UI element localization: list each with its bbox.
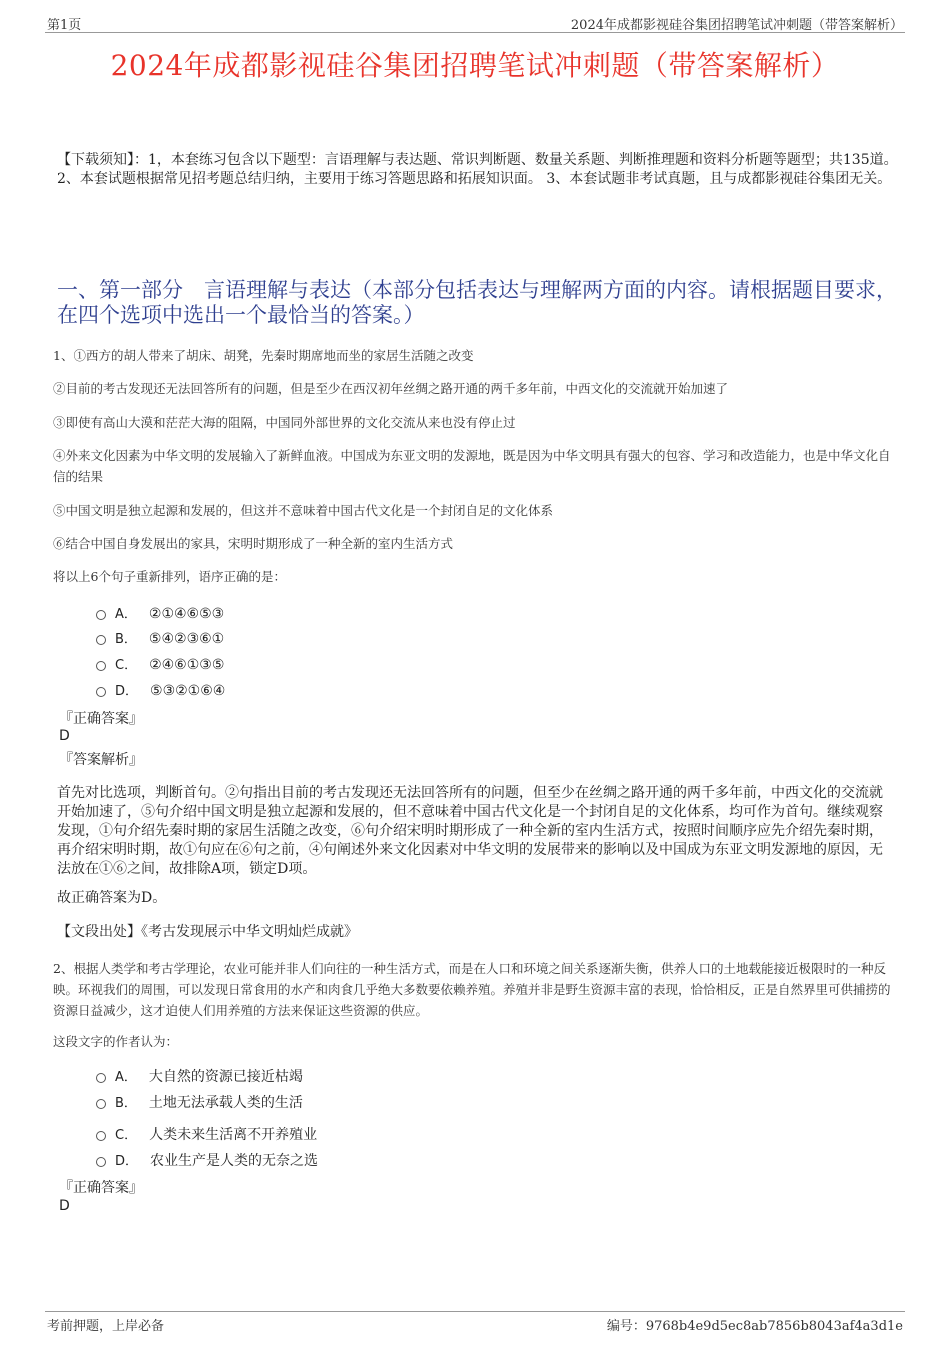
q1-option-a[interactable] xyxy=(96,604,224,624)
q1-question: 将以上6个句子重新排列，语序正确的是： xyxy=(53,569,286,584)
option-text: ⑤③②①⑥④ xyxy=(150,683,226,699)
page-number: 第1页 xyxy=(47,18,82,33)
q1-source: 【文段出处】《考古发现展示中华文明灿烂成就》 xyxy=(57,924,358,940)
q2-option-a[interactable] xyxy=(96,1067,303,1087)
q2-option-c[interactable] xyxy=(96,1125,317,1145)
q1-option-d[interactable] xyxy=(96,681,225,701)
q1-analysis: 首先对比选项，判断首句。②句指出目前的考古发现还无法回答所有的问题，但至少在丝绸之路开通的两千多年前，中西文化的交流就开始加速了，⑤句介绍中国文明是独立起源和发展的，但不意味着中国古代文化是一个封闭自足的文化体系，均可作为首句。继续观察发现，①句介绍先秦时期的家居生活随之改变，⑥句介绍宋明时期形成了一种全新的室内生活方式，按照时间顺序应先介绍先秦时期，再介绍宋明时期，故①句应在⑥句之前，④句阐述外来文化因素对中华文明的发展带来的影响以及中国成为东亚文明发源地的原因，无法放在①⑥之间，故排除A项，锁定D项。 xyxy=(57,785,883,877)
option-letter: B． xyxy=(115,632,137,647)
q1-sentence-5: ⑤中国文明是独立起源和发展的，但这并不意味着中国古代文化是一个封闭自足的文化体系 xyxy=(53,503,554,518)
q1-analysis-label: 『答案解析』 xyxy=(59,752,143,768)
radio-icon[interactable] xyxy=(96,1073,106,1083)
q1-sentence-3: ③即使有高山大漠和茫茫大海的阻隔，中国同外部世界的文化交流从来也没有停止过 xyxy=(53,415,516,430)
footer-code: 编号：9768b4e9d5ec8ab7856b8043af4a3d1e xyxy=(606,1319,903,1334)
q2-question: 这段文字的作者认为： xyxy=(53,1034,179,1049)
q1-sentence-4: ④外来文化因素为中华文明的发展输入了新鲜血液。中国成为东亚文明的发源地，既是因为中华文明具有强大的包容、学习和改造能力，也是中华文化自信的结果 xyxy=(53,448,891,484)
option-letter: A． xyxy=(115,607,137,622)
option-text: ②④⑥①③⑤ xyxy=(149,657,225,673)
footer-divider xyxy=(45,1311,905,1312)
radio-icon[interactable] xyxy=(96,1157,106,1167)
option-letter: D． xyxy=(115,1154,139,1169)
option-letter: D． xyxy=(115,684,139,699)
header-divider xyxy=(45,32,905,33)
q1-option-c[interactable] xyxy=(96,655,224,675)
q2-option-d[interactable] xyxy=(96,1151,318,1171)
option-letter: B． xyxy=(115,1096,137,1111)
radio-icon[interactable] xyxy=(96,635,106,645)
option-text: 人类未来生活离不开养殖业 xyxy=(149,1127,318,1143)
radio-icon[interactable] xyxy=(96,1099,106,1109)
option-letter: C． xyxy=(115,658,138,673)
q1-option-b[interactable] xyxy=(96,629,224,649)
q1-answer: D xyxy=(59,728,70,744)
option-text: 土地无法承载人类的生活 xyxy=(148,1095,303,1111)
q1-conclusion: 故正确答案为D。 xyxy=(57,890,167,906)
radio-icon[interactable] xyxy=(96,610,106,620)
document-title: 2024年成都影视硅谷集团招聘笔试冲刺题（带答案解析） xyxy=(110,49,840,82)
header-doc-title: 2024年成都影视硅谷集团招聘笔试冲刺题（带答案解析） xyxy=(570,18,903,33)
q2-option-b[interactable] xyxy=(96,1093,303,1113)
section-heading: 一、第一部分 言语理解与表达（本部分包括表达与理解两方面的内容。请根据题目要求，在四个选项中选出一个最恰当的答案。） xyxy=(57,278,897,327)
option-text: 大自然的资源已接近枯竭 xyxy=(148,1069,303,1085)
q2-stem: 2、根据人类学和考古学理论，农业可能并非人们向往的一种生活方式，而是在人口和环境之间关系逐渐失衡，供养人口的土地载能接近极限时的一种反映。环视我们的周围，可以发现日常食用的水产和肉食几乎绝大多数要依赖养殖。养殖并非是野生资源丰富的表现，恰恰相反，正是自然界里可供捕捞的资源日益减少，这才迫使人们用养殖的方法来保证这些资源的供应。 xyxy=(53,961,891,1018)
option-letter: C． xyxy=(115,1128,138,1143)
footer-slogan: 考前押题，上岸必备 xyxy=(47,1319,165,1334)
q2-answer: D xyxy=(59,1198,70,1214)
radio-icon[interactable] xyxy=(96,687,106,697)
download-notice: 【下载须知】：1，本套练习包含以下题型：言语理解与表达题、常识判断题、数量关系题、判断推理题和资料分析题等题型；共135道。 2、本套试题根据常见招考题总结归纳，主要用于练习答题思路和拓展知识面。 3、本套试题非考试真题，且与成都影视硅谷集团无关。 xyxy=(57,152,898,187)
option-text: ⑤④②③⑥① xyxy=(148,631,225,647)
option-text: 农业生产是人类的无奈之选 xyxy=(150,1153,319,1169)
q1-sentence-2: ②目前的考古发现还无法回答所有的问题，但是至少在西汉初年丝绸之路开通的两千多年前，中西文化的交流就开始加速了 xyxy=(53,381,729,396)
q1-answer-label: 『正确答案』 xyxy=(59,711,143,727)
q2-answer-label: 『正确答案』 xyxy=(59,1180,143,1196)
q1-sentence-6: ⑥结合中国自身发展出的家具，宋明时期形成了一种全新的室内生活方式 xyxy=(53,536,454,551)
radio-icon[interactable] xyxy=(96,661,106,671)
q1-sentence-1: 1、①西方的胡人带来了胡床、胡凳，先秦时期席地而坐的家居生活随之改变 xyxy=(53,348,474,363)
option-text: ②①④⑥⑤③ xyxy=(148,606,225,622)
option-letter: A． xyxy=(115,1070,137,1085)
radio-icon[interactable] xyxy=(96,1131,106,1141)
